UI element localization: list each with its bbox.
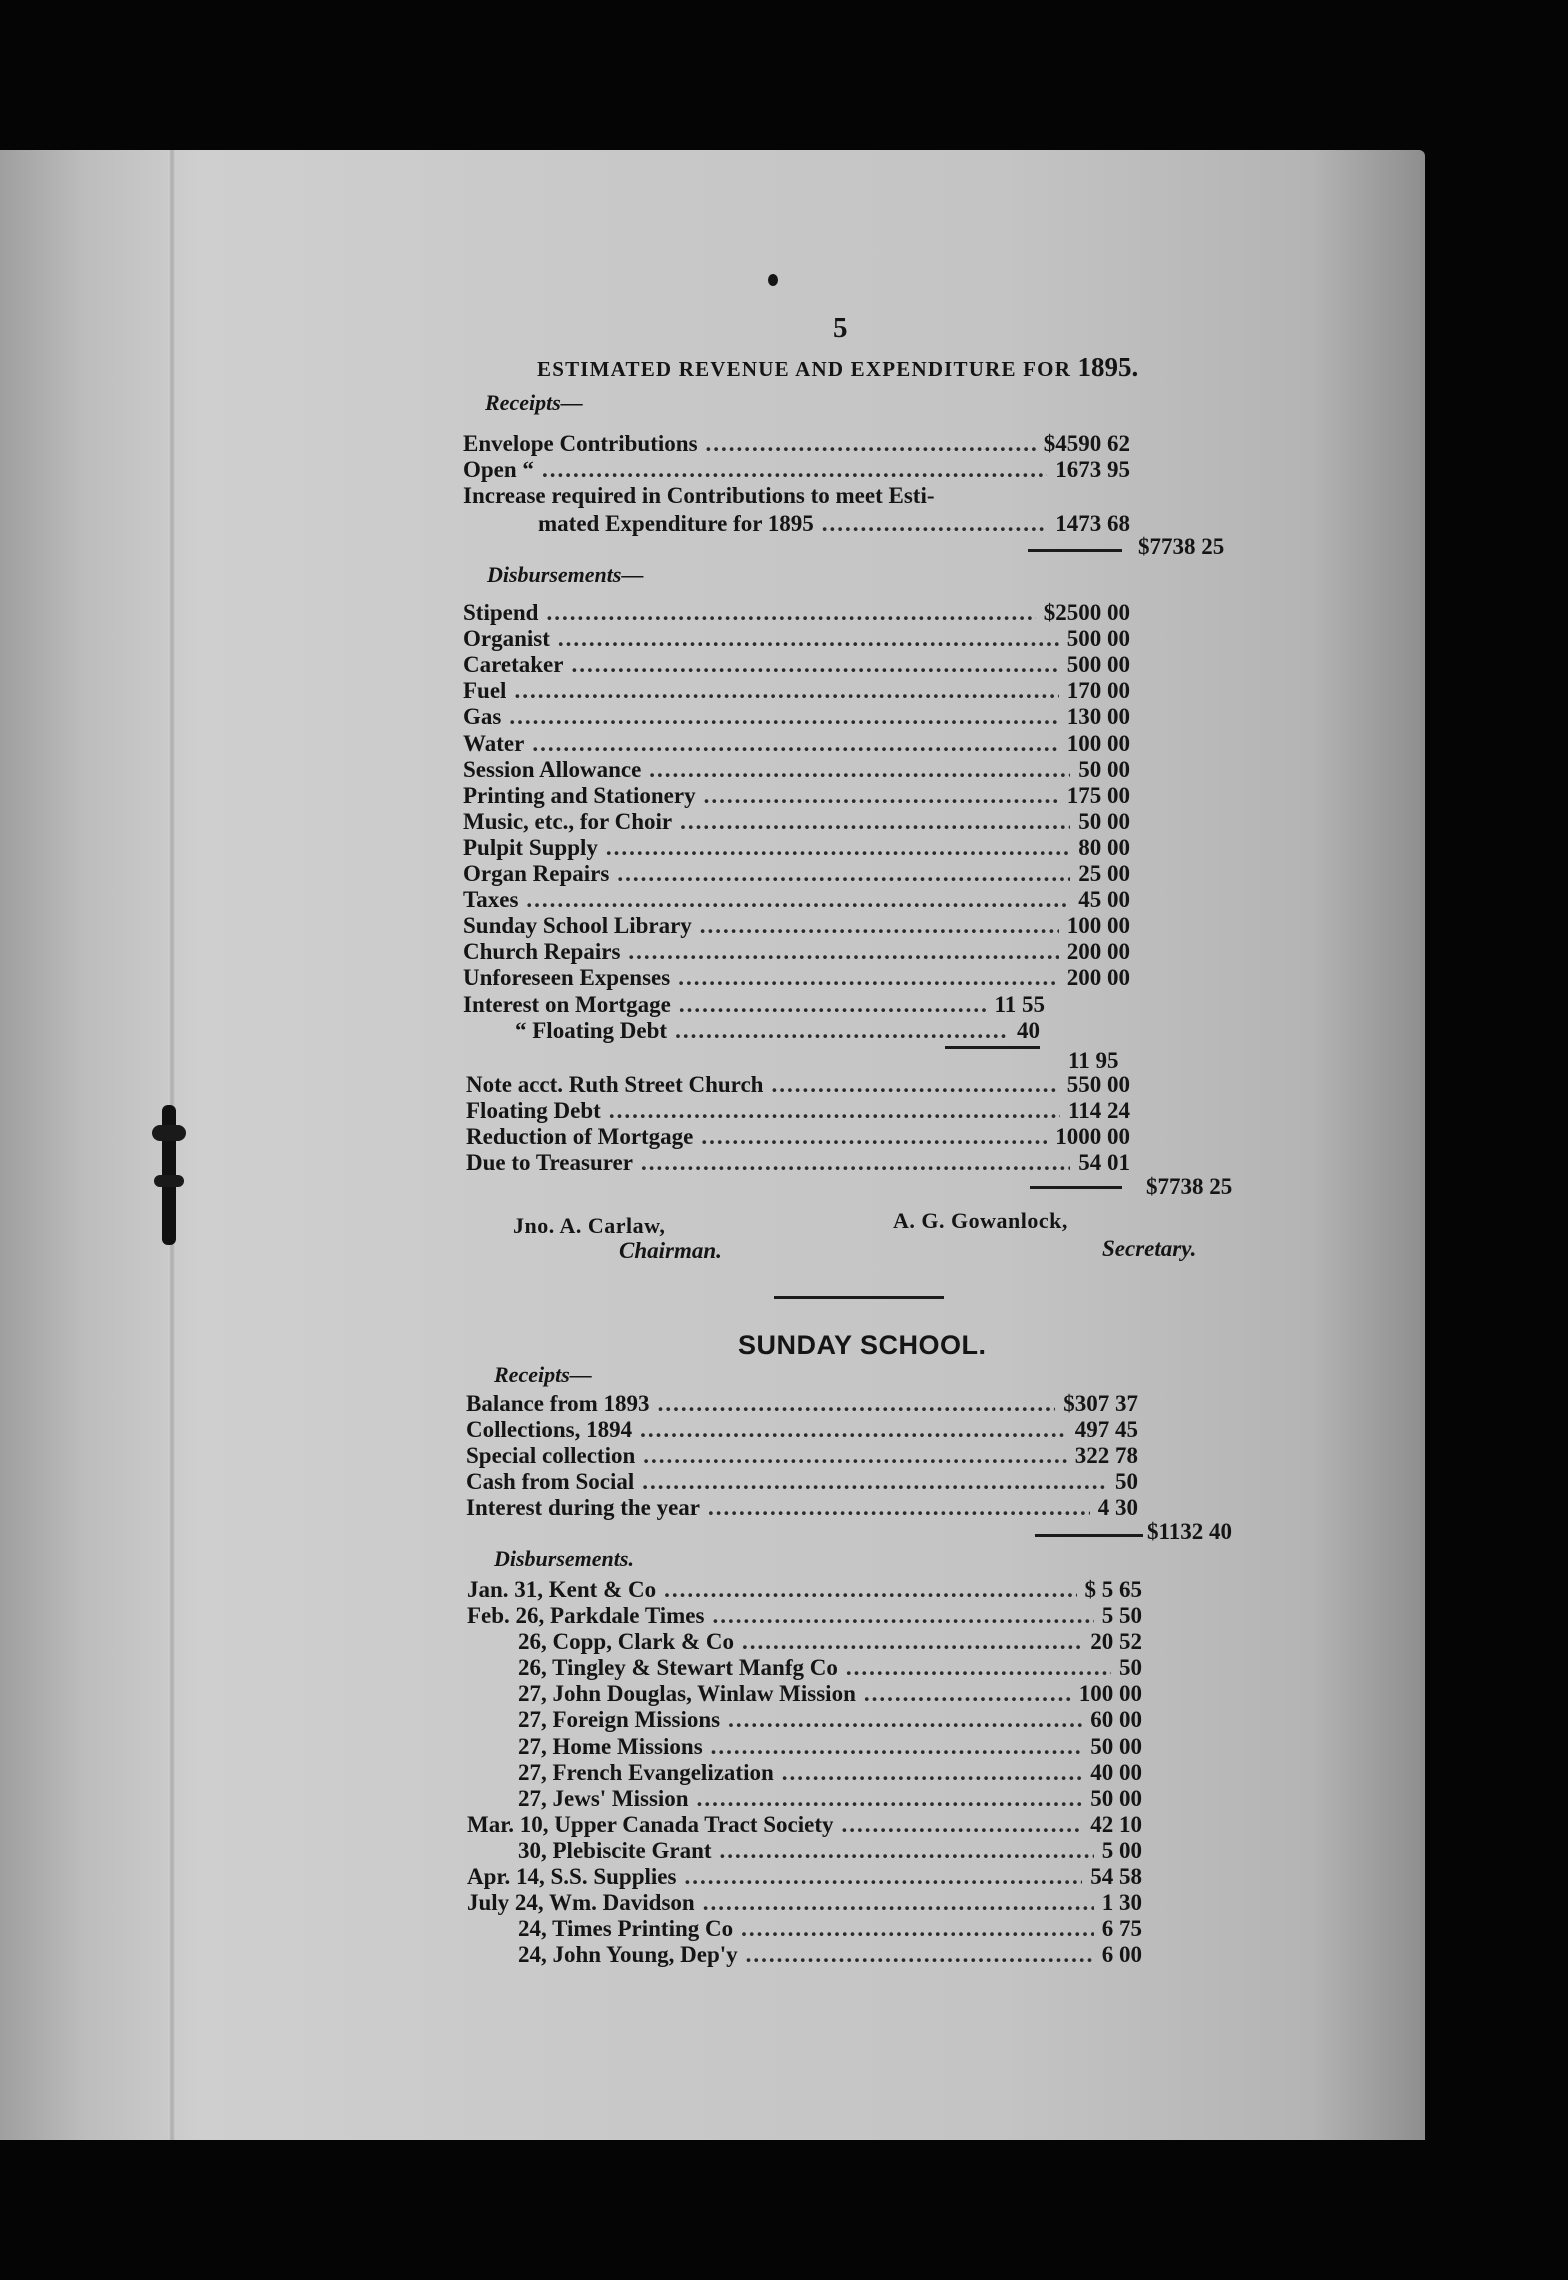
leader-dots <box>706 431 1036 457</box>
row-label: Fuel <box>463 678 507 703</box>
ss-receipt-row <box>466 1391 1138 1417</box>
row-label: Gas <box>463 704 502 729</box>
disbursements-heading: Disbursements— <box>487 562 644 587</box>
sunday-school-title: SUNDAY SCHOOL. <box>738 1330 987 1360</box>
leader-dots <box>742 1629 1082 1655</box>
row-amount: 6 75 <box>1101 1916 1142 1941</box>
row-label: Balance from 1893 <box>466 1391 650 1416</box>
leader-dots <box>514 678 1058 704</box>
row-label: 24, John Young, Dep'y <box>518 1942 738 1967</box>
row-amount: 500 00 <box>1066 652 1130 677</box>
ss-disbursement-row <box>518 1942 1142 1968</box>
disbursement-row <box>463 887 1130 913</box>
interest-subtotal: 11 95 <box>1068 1048 1119 1073</box>
row-amount: 114 24 <box>1068 1098 1130 1123</box>
leader-dots <box>700 913 1059 939</box>
leader-dots <box>664 1577 1076 1603</box>
leader-dots <box>680 809 1070 835</box>
row-amount: 50 00 <box>1078 757 1130 782</box>
estimate-title <box>537 352 1138 383</box>
row-label: Printing and Stationery <box>463 783 696 808</box>
row-amount: 50 <box>1119 1655 1142 1680</box>
disbursement-row <box>466 1098 1130 1124</box>
disbursement-row <box>463 965 1130 991</box>
row-amount: 100 00 <box>1066 913 1130 938</box>
row-amount: 200 00 <box>1066 965 1130 990</box>
leader-dots <box>720 1838 1094 1864</box>
leader-dots <box>697 1786 1083 1812</box>
leader-dots <box>606 835 1070 861</box>
row-amount: 322 78 <box>1074 1443 1138 1468</box>
row-label: Interest during the year <box>466 1495 701 1520</box>
disbursement-row <box>463 600 1130 626</box>
ss-disbursement-row <box>518 1655 1142 1681</box>
leader-dots <box>703 1890 1094 1916</box>
row-amount: $4590 62 <box>1043 431 1130 456</box>
row-amount: 20 52 <box>1090 1629 1142 1654</box>
ss-disbursement-row <box>518 1734 1142 1760</box>
row-label: Organ Repairs <box>463 861 610 886</box>
row-label: Increase required in Contributions to meet Esti- <box>463 483 935 508</box>
row-label: Caretaker <box>463 652 564 677</box>
leader-dots <box>741 1916 1094 1942</box>
receipt-row <box>463 457 1130 483</box>
row-amount: 6 00 <box>1101 1942 1142 1967</box>
row-label: 27, Jews' Mission <box>518 1786 689 1811</box>
row-label: Reduction of Mortgage <box>466 1124 694 1149</box>
ss-disbursement-row <box>467 1603 1142 1629</box>
leader-dots <box>701 1124 1047 1150</box>
leader-dots <box>678 965 1059 991</box>
leader-dots <box>643 1443 1066 1469</box>
ss-receipts-total: $1132 40 <box>1147 1519 1232 1544</box>
disbursement-row <box>466 1150 1130 1176</box>
ss-disbursement-row <box>467 1864 1142 1890</box>
leader-dots <box>822 511 1047 537</box>
ss-disbursement-row <box>518 1707 1142 1733</box>
secretary-title: Secretary. <box>1102 1236 1197 1261</box>
leader-dots <box>571 652 1058 678</box>
row-label: Apr. 14, S.S. Supplies <box>467 1864 677 1889</box>
row-label: Special collection <box>466 1443 636 1468</box>
row-label: Jan. 31, Kent & Co <box>467 1577 657 1602</box>
leader-dots <box>684 1864 1082 1890</box>
ss-disbursement-row <box>467 1577 1142 1603</box>
row-amount: 60 00 <box>1090 1707 1142 1732</box>
row-label: Water <box>463 731 525 756</box>
leader-dots <box>640 1417 1067 1443</box>
leader-dots <box>526 887 1070 913</box>
row-label: 27, John Douglas, Winlaw Mission <box>518 1681 856 1706</box>
row-label: Taxes <box>463 887 519 912</box>
row-label: 30, Plebiscite Grant <box>518 1838 712 1863</box>
leader-dots <box>675 1018 1009 1044</box>
row-amount: 175 00 <box>1066 783 1130 808</box>
interest-row <box>515 1018 1045 1044</box>
row-label: July 24, Wm. Davidson <box>467 1890 695 1915</box>
estimate-title-text: ESTIMATED REVENUE AND EXPENDITURE FOR <box>537 357 1072 381</box>
disbursement-row <box>463 757 1130 783</box>
estimate-title-year: 1895. <box>1077 352 1139 382</box>
leader-dots <box>728 1707 1082 1733</box>
row-label: 26, Tingley & Stewart Manfg Co <box>518 1655 838 1680</box>
row-amount: 40 <box>1017 1018 1040 1043</box>
ss-receipt-row <box>466 1469 1138 1495</box>
leader-dots <box>542 457 1047 483</box>
row-amount: 54 01 <box>1078 1150 1130 1175</box>
ss-disbursement-row <box>518 1681 1142 1707</box>
ss-disbursement-row <box>518 1629 1142 1655</box>
chairman-title: Chairman. <box>619 1238 722 1263</box>
disbursement-row <box>463 704 1130 730</box>
row-amount: 50 00 <box>1078 809 1130 834</box>
row-label: Note acct. Ruth Street Church <box>466 1072 764 1097</box>
receipts-total: $7738 25 <box>1138 534 1225 559</box>
receipt-row <box>538 511 1130 537</box>
row-label: Feb. 26, Parkdale Times <box>467 1603 705 1628</box>
row-amount: 1 30 <box>1101 1890 1142 1915</box>
row-label: Interest on Mortgage <box>463 992 671 1017</box>
disbursements-total-rule <box>1030 1186 1122 1189</box>
row-amount: 50 00 <box>1090 1786 1142 1811</box>
row-amount: 4 30 <box>1097 1495 1138 1520</box>
row-amount: $ 5 65 <box>1084 1577 1142 1602</box>
row-amount: 497 45 <box>1074 1417 1138 1442</box>
leader-dots <box>609 1098 1060 1124</box>
row-amount: 1673 95 <box>1055 457 1130 482</box>
leader-dots <box>509 704 1058 730</box>
disbursement-row <box>466 1072 1130 1098</box>
disbursement-row <box>463 731 1130 757</box>
disbursement-row <box>463 783 1130 809</box>
row-label: Mar. 10, Upper Canada Tract Society <box>467 1812 834 1837</box>
disbursement-row <box>463 809 1130 835</box>
row-amount: 170 00 <box>1066 678 1130 703</box>
row-amount: 50 <box>1115 1469 1138 1494</box>
secretary-name: A. G. Gowanlock, <box>893 1208 1068 1233</box>
row-label: Pulpit Supply <box>463 835 598 860</box>
disbursement-row <box>463 861 1130 887</box>
leader-dots <box>546 600 1035 626</box>
row-amount: 1000 00 <box>1055 1124 1130 1149</box>
leader-dots <box>532 731 1058 757</box>
row-label: Music, etc., for Choir <box>463 809 673 834</box>
row-amount: $2500 00 <box>1043 600 1130 625</box>
row-label: Sunday School Library <box>463 913 692 938</box>
disbursement-row <box>463 835 1130 861</box>
row-label: Cash from Social <box>466 1469 635 1494</box>
leader-dots <box>641 1150 1070 1176</box>
page-number: 5 <box>833 312 848 344</box>
leader-dots <box>712 1603 1093 1629</box>
leader-dots <box>649 757 1070 783</box>
ss-disbursement-row <box>518 1838 1142 1864</box>
leader-dots <box>864 1681 1071 1707</box>
row-label: 26, Copp, Clark & Co <box>518 1629 734 1654</box>
disbursement-row <box>463 939 1130 965</box>
ss-receipts-heading: Receipts— <box>494 1362 592 1387</box>
row-label: 27, Foreign Missions <box>518 1707 721 1732</box>
row-amount: 100 00 <box>1066 731 1130 756</box>
row-amount: 45 00 <box>1078 887 1130 912</box>
binder-clip <box>152 1105 186 1245</box>
row-amount: 200 00 <box>1066 939 1130 964</box>
row-label: Collections, 1894 <box>466 1417 633 1442</box>
disbursements-total: $7738 25 <box>1146 1174 1233 1199</box>
leader-dots <box>746 1942 1094 1968</box>
leader-dots <box>782 1760 1082 1786</box>
leader-dots <box>679 992 987 1018</box>
interest-row <box>463 992 1045 1018</box>
row-amount: 54 58 <box>1090 1864 1142 1889</box>
ss-disbursement-row <box>467 1812 1142 1838</box>
row-amount: 40 00 <box>1090 1760 1142 1785</box>
chairman-name: Jno. A. Carlaw, <box>513 1213 666 1238</box>
leader-dots <box>642 1469 1107 1495</box>
row-label: 24, Times Printing Co <box>518 1916 734 1941</box>
row-label: Floating Debt <box>466 1098 601 1123</box>
ss-receipt-row <box>466 1443 1138 1469</box>
row-amount: 1473 68 <box>1055 511 1130 536</box>
receipt-row <box>463 483 1130 509</box>
disbursement-row <box>466 1124 1130 1150</box>
receipts-total-rule <box>1028 549 1122 552</box>
leader-dots <box>711 1734 1083 1760</box>
disbursement-row <box>463 626 1130 652</box>
leader-dots <box>558 626 1059 652</box>
ink-dot <box>768 274 778 286</box>
ss-receipt-row <box>466 1417 1138 1443</box>
row-amount: 5 50 <box>1101 1603 1142 1628</box>
leader-dots <box>846 1655 1111 1681</box>
ss-receipts-total-rule <box>1035 1534 1143 1537</box>
disbursement-row <box>463 678 1130 704</box>
row-amount: 500 00 <box>1066 626 1130 651</box>
receipts-heading: Receipts— <box>485 390 583 415</box>
row-amount: 5 00 <box>1101 1838 1142 1863</box>
row-label: Due to Treasurer <box>466 1150 633 1175</box>
row-label: Stipend <box>463 600 539 625</box>
row-amount: 42 10 <box>1090 1812 1142 1837</box>
row-label: Open “ <box>463 457 534 482</box>
receipt-row <box>463 431 1130 457</box>
row-amount: 100 00 <box>1078 1681 1142 1706</box>
row-label: mated Expenditure for 1895 <box>538 511 814 536</box>
row-amount: 130 00 <box>1066 704 1130 729</box>
row-label: Session Allowance <box>463 757 642 782</box>
row-label: 27, Home Missions <box>518 1734 703 1759</box>
interest-subtotal-rule <box>945 1046 1040 1049</box>
leader-dots <box>617 861 1070 887</box>
row-label: Organist <box>463 626 550 651</box>
disbursement-row <box>463 913 1130 939</box>
ss-disbursement-row <box>518 1916 1142 1942</box>
row-amount: 25 00 <box>1078 861 1130 886</box>
ss-disbursement-row <box>518 1760 1142 1786</box>
row-label: Church Repairs <box>463 939 621 964</box>
leader-dots <box>704 783 1059 809</box>
ss-disbursements-heading: Disbursements. <box>494 1546 634 1571</box>
leader-dots <box>708 1495 1090 1521</box>
row-label: Unforeseen Expenses <box>463 965 671 990</box>
row-label: Envelope Contributions <box>463 431 698 456</box>
row-label: 27, French Evangelization <box>518 1760 774 1785</box>
row-amount: 80 00 <box>1078 835 1130 860</box>
row-amount: 550 00 <box>1066 1072 1130 1097</box>
section-divider <box>774 1296 944 1299</box>
leader-dots <box>842 1812 1083 1838</box>
leader-dots <box>628 939 1058 965</box>
row-amount: 11 55 <box>994 992 1045 1017</box>
row-label: “ Floating Debt <box>515 1018 668 1043</box>
disbursement-row <box>463 652 1130 678</box>
row-amount: $307 37 <box>1063 1391 1138 1416</box>
ss-disbursement-row <box>518 1786 1142 1812</box>
row-amount: 50 00 <box>1090 1734 1142 1759</box>
ss-receipt-row <box>466 1495 1138 1521</box>
leader-dots <box>771 1072 1058 1098</box>
leader-dots <box>658 1391 1056 1417</box>
ss-disbursement-row <box>467 1890 1142 1916</box>
